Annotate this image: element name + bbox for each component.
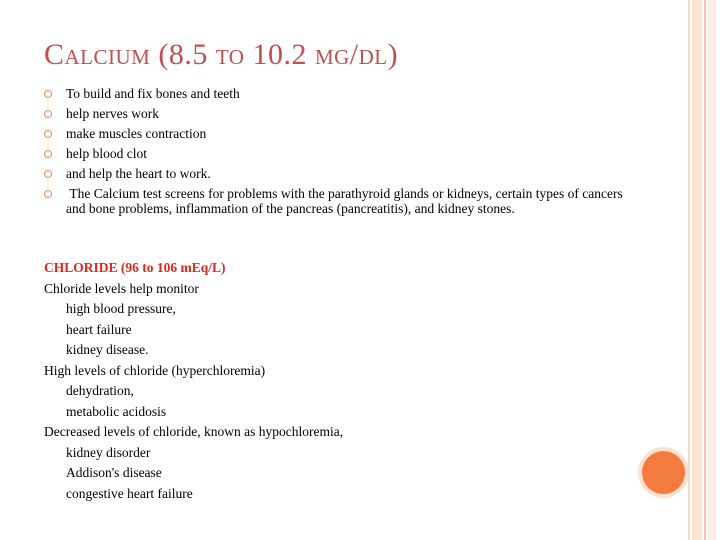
chloride-heading: CHLORIDE (96 to 106 mEq/L) [44,260,226,275]
list-item: and help the heart to work. [44,166,644,181]
decorative-stripe [704,0,706,540]
list-item: Addison's disease [66,465,162,480]
list-item: high blood pressure, [66,301,176,316]
chloride-section [44,258,644,504]
monitor-label: Chloride levels help monitor [44,280,199,296]
bullet-icon [44,130,52,138]
high-levels-label: High levels of chloride (hyperchloremia) [44,362,266,378]
list-item: heart failure [66,321,132,337]
bullet-icon [44,110,52,118]
list-item: dehydration, [66,383,134,398]
bullet-icon [44,190,52,198]
list-item: kidney disease. [66,342,149,357]
list-item: congestive heart failure [66,485,193,501]
decorative-stripe [692,0,702,540]
list-item: metabolic acidosis [66,403,167,419]
list-item: help nerves work [44,106,644,121]
decorative-stripe [708,0,716,540]
calcium-bullet-list [44,86,644,221]
decorative-circle [642,451,685,494]
list-item: make muscles contraction [44,126,644,141]
bullet-icon [44,170,52,178]
decorative-stripe [688,0,690,540]
bullet-icon [44,150,52,158]
slide-title: Calcium (8.5 to 10.2 mg/dl) [44,38,399,71]
list-item: To build and fix bones and teeth [44,86,644,101]
list-item: kidney disorder [66,444,151,460]
bullet-icon [44,90,52,98]
list-item: help blood clot [44,146,644,161]
list-item: The Calcium test screens for problems with the parathyroid glands or kidneys, certain types of cancers and bone problems, inflammation of the pancreas (pancreatitis), and kidney stones. [44,186,644,216]
decreased-levels-label: Decreased levels of chloride, known as hypochloremia, [44,424,344,439]
